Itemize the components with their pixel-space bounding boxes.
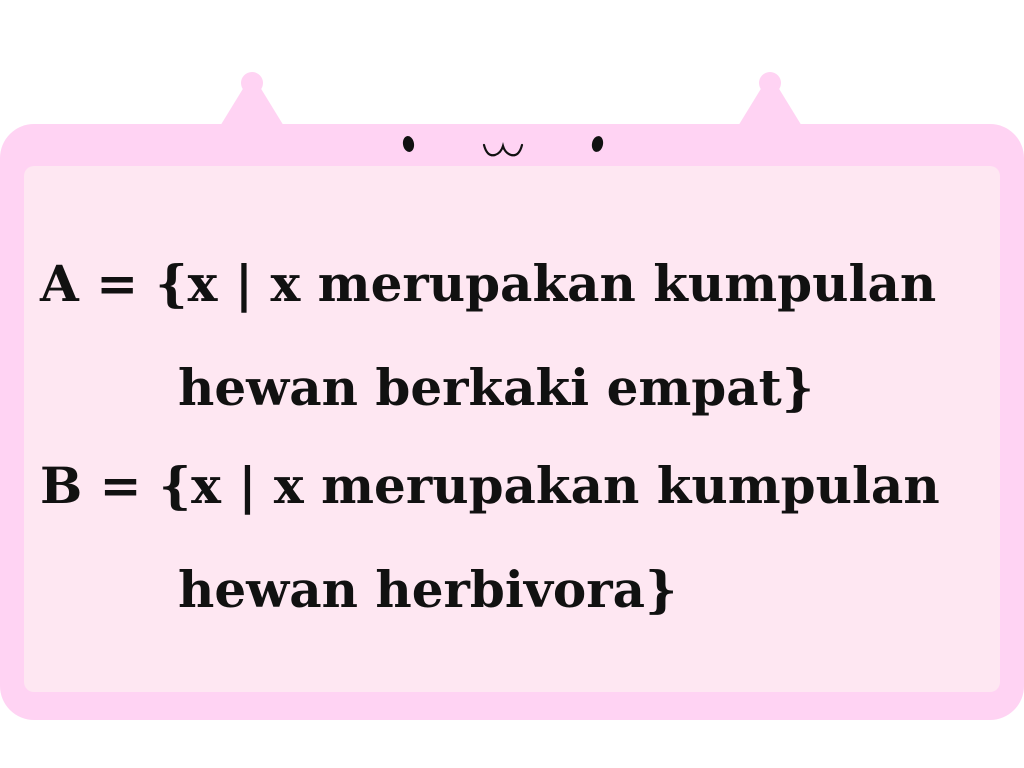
right-eye-icon [590, 135, 604, 153]
cat-mouth-icon [481, 141, 525, 163]
set-b-line-2: hewan herbivora} [178, 560, 678, 619]
set-a-line-1: A = {x | x merupakan kumpulan [40, 254, 937, 313]
left-eye-icon [402, 135, 416, 153]
set-definitions [24, 166, 1000, 692]
set-b-line-1: B = {x | x merupakan kumpulan [40, 456, 940, 515]
set-a-line-2: hewan berkaki empat} [178, 358, 814, 417]
